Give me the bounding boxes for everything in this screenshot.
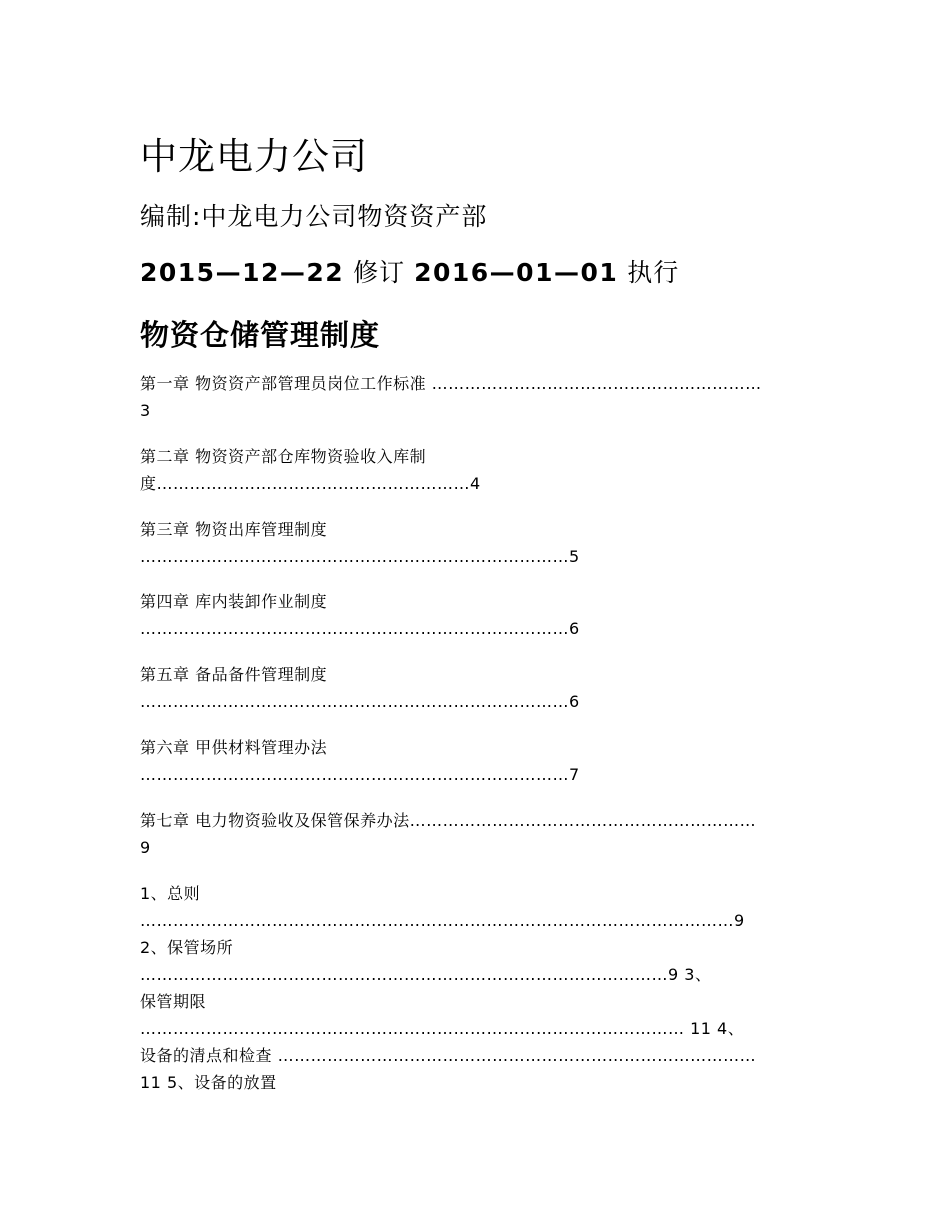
company-name: 中龙电力公司 <box>140 135 368 178</box>
date-line <box>140 253 679 289</box>
revised-label: 修订 <box>353 258 406 287</box>
document-title: 物资仓储管理制度 <box>140 318 381 352</box>
toc-line: ……………………………………………………………………5 <box>140 547 580 566</box>
toc-line: 第三章 物资出库管理制度 <box>140 520 328 539</box>
toc-line: 第二章 物资资产部仓库物资验收入库制 <box>140 447 427 466</box>
toc-line: 9 <box>140 838 151 857</box>
effective-label: 执行 <box>627 258 680 287</box>
toc-line: 2、保管场所 <box>140 938 234 957</box>
toc-line: 第七章 电力物资验收及保管保养办法……………………………………………………… <box>140 811 757 830</box>
toc-line: 第四章 库内装卸作业制度 <box>140 592 328 611</box>
toc-line: 保管期限 <box>140 992 207 1011</box>
toc-line: 3 <box>140 401 151 420</box>
compiler-line: 编制:中龙电力公司物资资产部 <box>140 202 488 231</box>
toc-line: 第五章 备品备件管理制度 <box>140 665 328 684</box>
toc-line: ……………………………………………………………………6 <box>140 692 580 711</box>
toc-line: 设备的清点和检查 …………………………………………………………………………… <box>140 1046 757 1065</box>
toc-line: 1、总则 <box>140 884 201 903</box>
effective-date: 2016—01—01 <box>414 258 619 287</box>
toc-line: 度…………………………………………………4 <box>140 474 481 493</box>
toc-line: 第一章 物资资产部管理员岗位工作标准 …………………………………………………… <box>140 374 762 393</box>
toc-line: ……………………………………………………………………………………… 11 4、 <box>140 1019 745 1038</box>
toc-line: 11 5、设备的放置 <box>140 1073 277 1092</box>
toc-line: ………………………………………………………………………………………………9 <box>140 911 745 930</box>
toc-line: ……………………………………………………………………7 <box>140 765 580 784</box>
toc-line: 第六章 甲供材料管理办法 <box>140 738 328 757</box>
toc-line: ……………………………………………………………………………………9 3、 <box>140 965 712 984</box>
toc-line: ……………………………………………………………………6 <box>140 619 580 638</box>
revised-date: 2015—12—22 <box>140 258 345 287</box>
